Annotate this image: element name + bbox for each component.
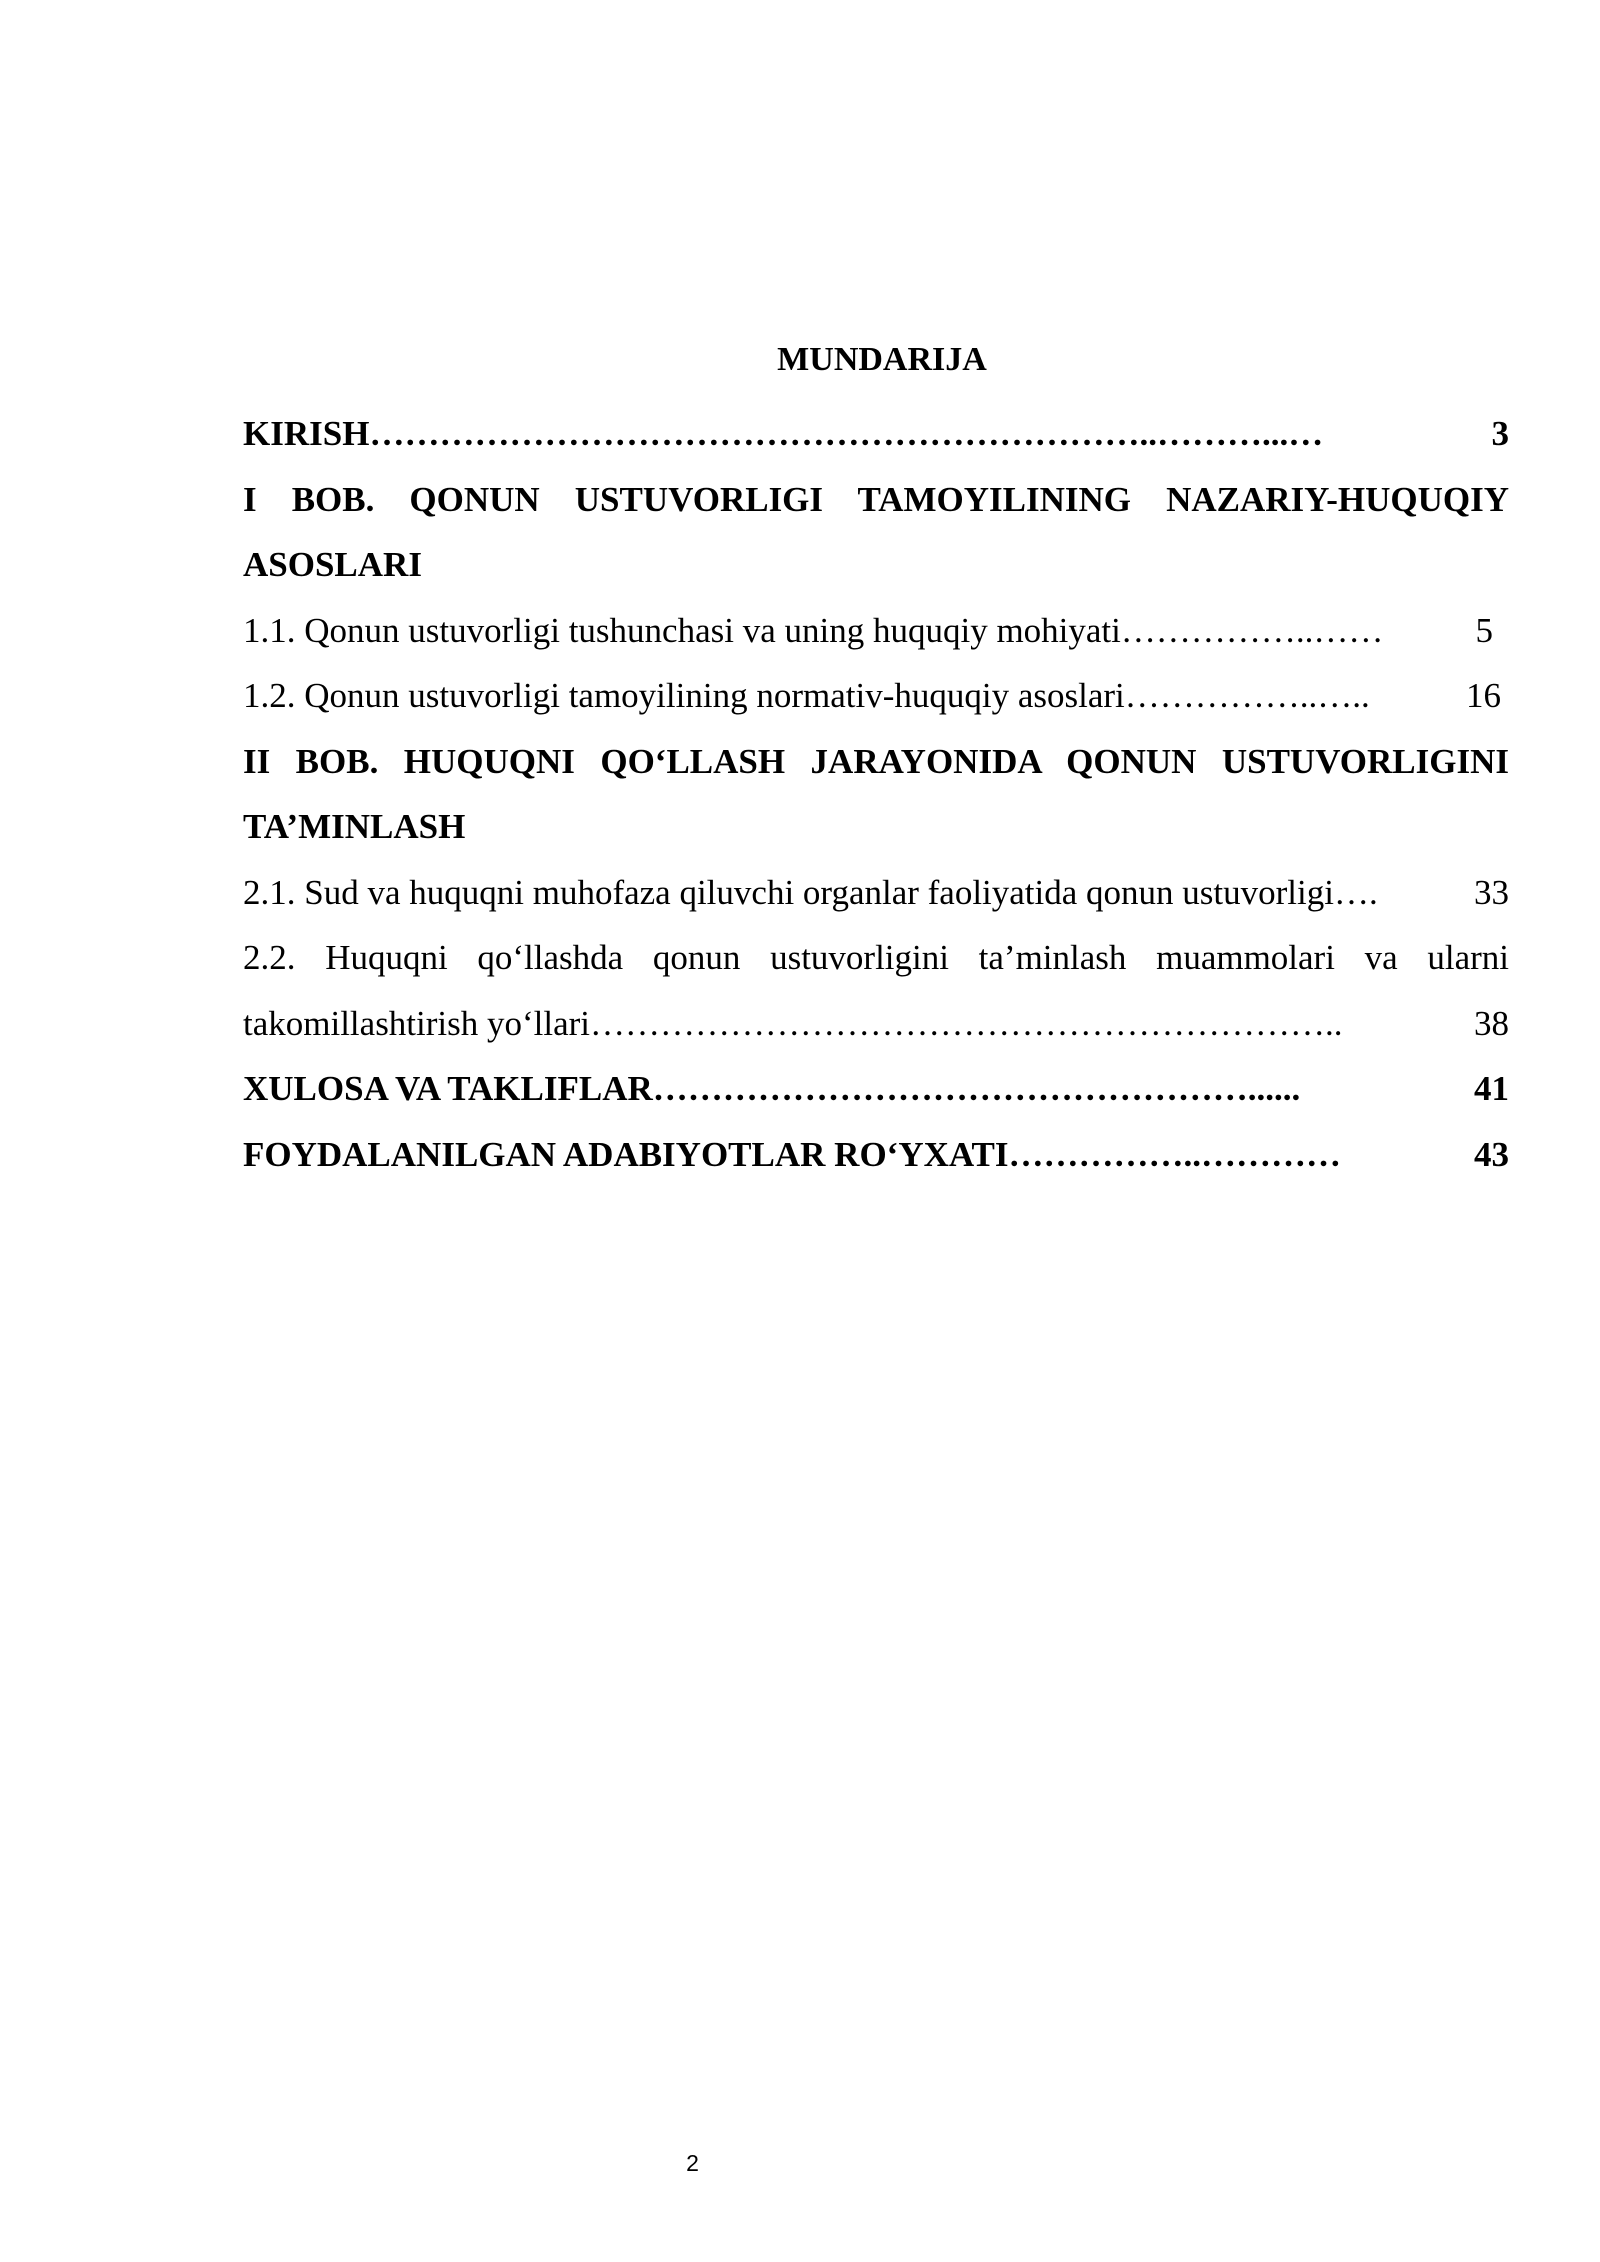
- toc-page-number: 33: [1474, 872, 1509, 912]
- toc-chapter-2-line-2: TA’MINLASH: [243, 807, 466, 846]
- toc-entry-2-2-line-1: 2.2. Huquqni qo‘llashda qonun ustuvorligini ta’minlash muammolari va ularni: [243, 938, 1509, 977]
- table-of-contents: [243, 335, 1509, 1187]
- toc-entry-text: 1.1. Qonun ustuvorligi tushunchasi va uning huquqiy mohiyati: [243, 610, 1121, 650]
- toc-entry-kirish: [243, 401, 1509, 467]
- toc-entry-xulosa: [243, 1056, 1509, 1122]
- toc-entry-text: XULOSA VA TAKLIFLAR: [243, 1069, 653, 1108]
- toc-entry-text: 1.2. Qonun ustuvorligi tamoyilining normativ-huquqiy asoslari: [243, 676, 1125, 715]
- toc-entry-adabiyotlar: [243, 1122, 1509, 1188]
- toc-leader-dots: …………………………………………………………..………...…: [369, 414, 1324, 453]
- toc-entry-text: KIRISH: [243, 414, 370, 453]
- toc-entry-text: takomillashtirish yo‘llari: [243, 1003, 591, 1043]
- toc-chapter-2-line-1: II BOB. HUQUQNI QO‘LLASH JARAYONIDA QONUN USTUVORLIGINI: [243, 741, 1509, 781]
- toc-page-number: 38: [1474, 1003, 1509, 1043]
- footer-page-number: 2: [686, 2150, 699, 2176]
- toc-leader-dots: ……………..……: [1120, 610, 1384, 650]
- toc-title: MUNDARIJA: [777, 341, 987, 378]
- toc-entry-1-2: [243, 663, 1509, 729]
- toc-page-number: 3: [1491, 414, 1509, 453]
- toc-page-number: 16: [1466, 676, 1501, 715]
- toc-page-number: 5: [1475, 610, 1493, 650]
- toc-page-number: 41: [1474, 1069, 1509, 1108]
- toc-entry-text: 2.1. Sud va huquqni muhofaza qiluvchi organlar faoliyatida qonun ustuvorligi: [243, 872, 1334, 912]
- toc-page-number: 43: [1474, 1134, 1509, 1174]
- toc-entry-1-1: [243, 598, 1509, 664]
- toc-entry-2-2-line-2: [243, 991, 1509, 1057]
- toc-chapter-1-line-1: I BOB. QONUN USTUVORLIGI TAMOYILINING NAZARIY-HUQUQIY: [243, 479, 1509, 519]
- toc-leader-dots: ……………..…………: [1008, 1134, 1342, 1174]
- toc-leader-dots: ……………..…..: [1124, 676, 1370, 715]
- toc-leader-dots: ………………………………………………………..: [590, 1003, 1343, 1043]
- toc-leader-dots: ……………………………………………......: [652, 1069, 1301, 1108]
- toc-leader-dots: ….: [1333, 872, 1378, 912]
- toc-entry-2-1: [243, 860, 1509, 926]
- toc-chapter-1-line-2: ASOSLARI: [243, 545, 422, 584]
- toc-entry-text: FOYDALANILGAN ADABIYOTLAR RO‘YXATI: [243, 1134, 1009, 1174]
